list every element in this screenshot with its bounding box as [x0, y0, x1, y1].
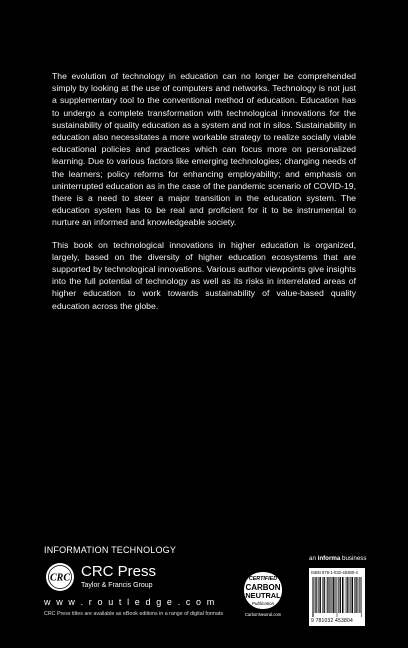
publisher-group: Taylor & Francis Group — [81, 582, 153, 589]
cn-publication-text: Publication — [251, 601, 275, 606]
back-cover-description — [52, 70, 356, 322]
barcode-digits: 9 781032 453804 — [311, 618, 353, 624]
carbon-neutral-badge-icon — [240, 568, 286, 620]
informa-suffix: business — [340, 555, 367, 562]
barcode-panel — [309, 568, 365, 626]
crc-press-logo-icon — [45, 562, 75, 592]
publisher-url[interactable]: w w w . r o u t l e d g e . c o m — [44, 597, 216, 607]
description-paragraph-2: This book on technological innovations in higher education is organized, largely, based on the diversity of higher education ecosystems that are supported by technological innovations. Various author viewpoints give insights into the full potential of technology as well as its risks in interrelated areas of higher education to work towards sustainability of value-based quality education across the globe. — [52, 239, 356, 311]
description-paragraph-1: The evolution of technology in education can no longer be comprehended simply by looking at the use of computers and networks. Technology is not just a supplementary tool to the conventional method of education. Education has to undergo a complete transformation with technological innovations for the sustainability of quality education as a system and not in silos. Sustainability in education also necessitates a more workable strategy to realize socially viable educational policies and practices which can focus more on personalized learning. Due to various factors like emerging technologies; changing needs of the learners; policy reforms for enhancing employability; and emphasis on uninterrupted education as in the case of the pandemic scenario of COVID-19, there is a need to steer a major transition in the education system. The education system has to be real and proficient for it to be instrumental to nurture an informed and knowledgeable society. — [52, 71, 356, 228]
cn-certified-text: CERTIFIED — [248, 576, 278, 582]
cn-site-text: CarbonNeutral.com — [244, 612, 282, 617]
crc-logo-text: CRC — [49, 572, 71, 584]
informa-business-line — [309, 555, 366, 562]
publisher-name: CRC Press — [81, 563, 157, 580]
isbn-text: ISBN 978-1-032-45380-4 — [311, 570, 358, 575]
barcode-bars — [312, 577, 362, 617]
informa-brand: informa — [317, 555, 341, 562]
cn-carbon-text: CARBON — [245, 583, 281, 592]
ebook-note: CRC Press titles are available as eBook editions in a range of digital formats — [44, 611, 224, 617]
subject-category: INFORMATION TECHNOLOGY — [44, 545, 177, 555]
informa-prefix: an — [309, 555, 318, 562]
cn-neutral-text: NEUTRAL — [245, 591, 281, 600]
